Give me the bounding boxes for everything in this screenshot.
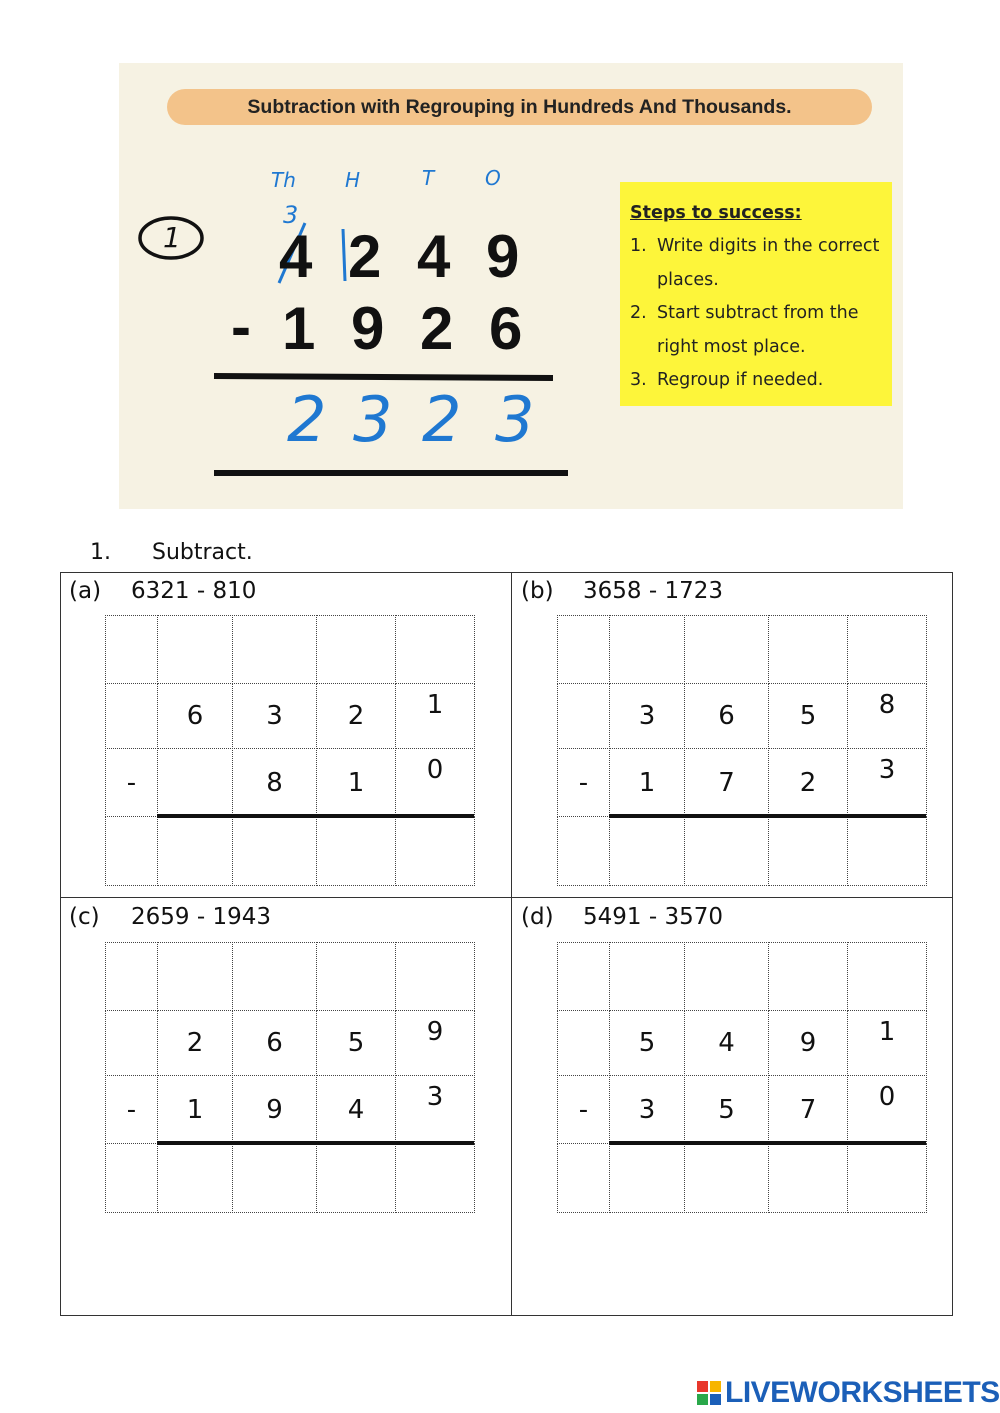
answer-cell[interactable] bbox=[847, 816, 927, 886]
step-item bbox=[630, 364, 882, 398]
top-digit-cell: 5 bbox=[609, 1010, 685, 1076]
step-text: Write digits in the correct places. bbox=[657, 236, 880, 290]
steps-heading: Steps to success: bbox=[630, 203, 802, 223]
minus-sign: - bbox=[231, 293, 251, 360]
grid-cell[interactable] bbox=[768, 615, 848, 684]
answer-cell[interactable] bbox=[768, 1143, 848, 1213]
minus-sign-cell: - bbox=[557, 748, 610, 817]
example-title: Subtraction with Regrouping in Hundreds And Thousands. bbox=[167, 89, 872, 125]
subtrahend-digit: 6 bbox=[489, 295, 523, 362]
grid-cell[interactable] bbox=[316, 942, 396, 1011]
answer-rule bbox=[609, 814, 926, 818]
answer-cell[interactable] bbox=[768, 816, 848, 886]
table-divider-horizontal bbox=[60, 897, 953, 898]
step-number: 3. bbox=[630, 370, 647, 390]
answer-cell[interactable] bbox=[609, 816, 685, 886]
bottom-digit-cell: 4 bbox=[316, 1075, 396, 1144]
answer-cell[interactable] bbox=[557, 1143, 610, 1213]
bottom-digit-cell: 7 bbox=[768, 1075, 848, 1144]
grid-cell[interactable] bbox=[157, 615, 233, 684]
bottom-digit-cell: 8 bbox=[232, 748, 317, 817]
minuend-digit: 9 bbox=[486, 223, 520, 290]
question-marker-text: 1 bbox=[163, 221, 181, 254]
top-digit-cell: 6 bbox=[684, 683, 769, 749]
bottom-digit-cell: 1 bbox=[316, 748, 396, 817]
problem-expression: 3658 - 1723 bbox=[583, 578, 723, 604]
question-instruction: Subtract. bbox=[152, 540, 253, 565]
answer-cell[interactable] bbox=[157, 816, 233, 886]
grid-cell[interactable] bbox=[684, 615, 769, 684]
regroup-note: 3 bbox=[283, 201, 299, 229]
grid-cell bbox=[557, 683, 610, 749]
grid-cell bbox=[105, 1010, 158, 1076]
grid-cell[interactable] bbox=[157, 942, 233, 1011]
grid-cell[interactable] bbox=[557, 615, 610, 684]
answer-cell[interactable] bbox=[232, 1143, 317, 1213]
answer-cell[interactable] bbox=[557, 816, 610, 886]
steps-box bbox=[620, 182, 892, 406]
grid-cell[interactable] bbox=[395, 942, 475, 1011]
bottom-digit-cell bbox=[157, 748, 233, 817]
top-digit-cell: 9 bbox=[395, 1010, 475, 1076]
answer-cell[interactable] bbox=[395, 1143, 475, 1213]
grid-cell[interactable] bbox=[232, 615, 317, 684]
brand-footer bbox=[696, 1375, 1000, 1411]
top-digit-cell: 6 bbox=[157, 683, 233, 749]
grid-cell[interactable] bbox=[557, 942, 610, 1011]
top-digit-cell: 1 bbox=[847, 1010, 927, 1076]
problem-letter: (c) bbox=[69, 904, 100, 930]
bottom-digit-cell: 5 bbox=[684, 1075, 769, 1144]
subtrahend-digit: 2 bbox=[420, 295, 454, 362]
bottom-digit-cell: 9 bbox=[232, 1075, 317, 1144]
grid-cell[interactable] bbox=[395, 615, 475, 684]
problem-expression: 6321 - 810 bbox=[131, 578, 257, 604]
answer-digit: 3 bbox=[353, 383, 393, 456]
top-digit-cell: 9 bbox=[768, 1010, 848, 1076]
top-digit-cell: 5 bbox=[768, 683, 848, 749]
grid-cell bbox=[105, 683, 158, 749]
top-digit-cell: 2 bbox=[157, 1010, 233, 1076]
minuend-digit: 4 bbox=[279, 223, 313, 290]
answer-cell[interactable] bbox=[105, 816, 158, 886]
grid-cell[interactable] bbox=[105, 615, 158, 684]
answer-cell[interactable] bbox=[609, 1143, 685, 1213]
grid-cell[interactable] bbox=[768, 942, 848, 1011]
step-item bbox=[630, 297, 882, 364]
subtrahend-digit: 9 bbox=[351, 295, 385, 362]
problem-letter: (d) bbox=[521, 904, 554, 930]
bottom-digit-cell: 0 bbox=[847, 1075, 927, 1144]
top-digit-cell: 3 bbox=[609, 683, 685, 749]
minus-sign-cell: - bbox=[105, 1075, 158, 1144]
bottom-digit-cell: 2 bbox=[768, 748, 848, 817]
bottom-digit-cell: 0 bbox=[395, 748, 475, 817]
regroup-mark bbox=[343, 229, 345, 281]
grid-cell[interactable] bbox=[609, 615, 685, 684]
answer-cell[interactable] bbox=[395, 816, 475, 886]
bottom-digit-cell: 3 bbox=[609, 1075, 685, 1144]
top-digit-cell: 2 bbox=[316, 683, 396, 749]
grid-cell[interactable] bbox=[232, 942, 317, 1011]
answer-rule bbox=[157, 1141, 474, 1145]
grid-cell[interactable] bbox=[847, 942, 927, 1011]
minus-sign-cell: - bbox=[557, 1075, 610, 1144]
table-divider-vertical bbox=[511, 572, 512, 1316]
bottom-digit-cell: 1 bbox=[609, 748, 685, 817]
top-digit-cell: 3 bbox=[232, 683, 317, 749]
answer-cell[interactable] bbox=[316, 816, 396, 886]
place-label-ones: O bbox=[485, 166, 501, 190]
place-label-thousands: Th bbox=[271, 168, 296, 192]
grid-cell[interactable] bbox=[105, 942, 158, 1011]
step-text: Regroup if needed. bbox=[657, 370, 824, 390]
minuend-digit: 2 bbox=[348, 223, 382, 290]
answer-cell[interactable] bbox=[157, 1143, 233, 1213]
problem-letter: (a) bbox=[69, 578, 102, 604]
brand-name: LIVEWORKSHEETS bbox=[725, 1376, 1000, 1409]
top-digit-cell: 4 bbox=[684, 1010, 769, 1076]
grid-cell[interactable] bbox=[847, 615, 927, 684]
top-digit-cell: 8 bbox=[847, 683, 927, 749]
answer-rule bbox=[157, 814, 474, 818]
minus-sign-cell: - bbox=[105, 748, 158, 817]
bottom-digit-cell: 1 bbox=[157, 1075, 233, 1144]
subtrahend-digit: 1 bbox=[282, 295, 316, 362]
grid-cell[interactable] bbox=[609, 942, 685, 1011]
problem-letter: (b) bbox=[521, 578, 554, 604]
step-item bbox=[630, 230, 882, 297]
step-text: Start subtract from the right most place. bbox=[657, 303, 859, 357]
grid-cell[interactable] bbox=[684, 942, 769, 1011]
place-label-tens: T bbox=[422, 166, 435, 190]
place-label-hundreds: H bbox=[345, 168, 361, 192]
grid-cell[interactable] bbox=[316, 615, 396, 684]
bottom-digit-cell: 3 bbox=[847, 748, 927, 817]
answer-cell[interactable] bbox=[684, 1143, 769, 1213]
problem-expression: 5491 - 3570 bbox=[583, 904, 723, 930]
bottom-digit-cell: 3 bbox=[395, 1075, 475, 1144]
brand-logo-icon bbox=[696, 1380, 722, 1406]
top-digit-cell: 1 bbox=[395, 683, 475, 749]
answer-digit: 3 bbox=[495, 383, 535, 456]
problem-expression: 2659 - 1943 bbox=[131, 904, 271, 930]
problem-label-c bbox=[69, 904, 271, 930]
problem-label-a bbox=[69, 578, 256, 604]
bottom-digit-cell: 7 bbox=[684, 748, 769, 817]
example-panel bbox=[119, 63, 903, 509]
minuend-digit: 4 bbox=[417, 223, 451, 290]
answer-rule bbox=[609, 1141, 926, 1145]
answer-cell[interactable] bbox=[684, 816, 769, 886]
sum-rule-top bbox=[214, 376, 553, 378]
problem-label-d bbox=[521, 904, 723, 930]
answer-cell[interactable] bbox=[105, 1143, 158, 1213]
grid-cell bbox=[557, 1010, 610, 1076]
answer-cell[interactable] bbox=[232, 816, 317, 886]
step-number: 1. bbox=[630, 236, 647, 256]
answer-cell[interactable] bbox=[847, 1143, 927, 1213]
answer-cell[interactable] bbox=[316, 1143, 396, 1213]
step-number: 2. bbox=[630, 303, 647, 323]
top-digit-cell: 5 bbox=[316, 1010, 396, 1076]
top-digit-cell: 6 bbox=[232, 1010, 317, 1076]
answer-digit: 2 bbox=[422, 383, 462, 456]
answer-digit: 2 bbox=[287, 383, 327, 456]
problem-label-b bbox=[521, 578, 723, 604]
question-number: 1. bbox=[90, 540, 111, 565]
